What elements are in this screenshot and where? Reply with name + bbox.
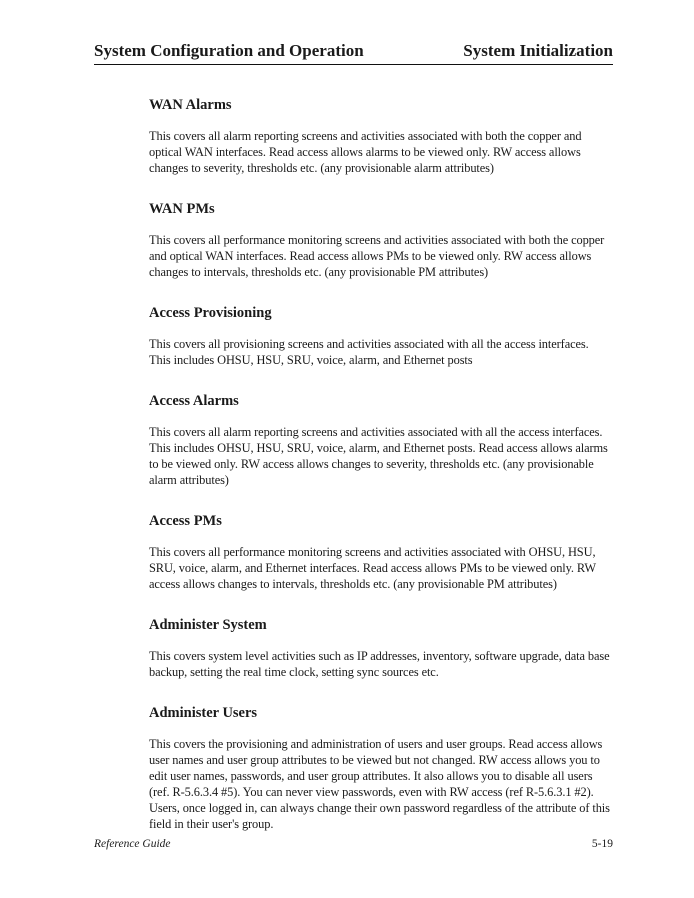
footer-document-title: Reference Guide [94,838,171,850]
section-heading: WAN Alarms [149,97,232,113]
section-administer-system [149,615,611,680]
section-heading: WAN PMs [149,201,215,217]
section-body: This covers system level activities such as IP addresses, inventory, software upgrade, data base backup, setting the real time clock, setting sync sources etc. [149,649,610,679]
section-heading: Access PMs [149,513,222,529]
section-body: This covers all alarm reporting screens and activities associated with all the access interfaces. This includes OHSU, HSU, SRU, voice, alarm, and Ethernet posts. Read access allows alarms to be viewed only. RW access allows changes to severity, thresholds etc. (any provisionable alarm attributes) [149,425,608,487]
section-body: This covers the provisioning and administration of users and user groups. Read access allows user names and user group attributes to be viewed but not changed. RW access allows you to edit user names, passwords, and user group attributes. It also allows you to disable all users (ref. R-5.6.3.4 #5). You can never view passwords, even with RW access (ref R-5.6.3.1 #2). Users, once logged in, can always change their own password regardless of the attribute of this field in their user's group. [149,737,610,831]
section-body: This covers all provisioning screens and activities associated with all the access interfaces. This includes OHSU, HSU, SRU, voice, alarm, and Ethernet posts [149,337,589,367]
header-chapter-title: System Configuration and Operation [94,41,364,60]
section-wan-pms [149,199,611,280]
section-wan-alarms [149,95,611,176]
section-access-pms [149,511,611,592]
section-access-alarms [149,391,611,488]
section-heading: Access Provisioning [149,305,272,321]
document-body [149,95,611,855]
page-footer [94,838,613,850]
section-heading: Administer System [149,617,267,633]
section-body: This covers all alarm reporting screens and activities associated with both the copper and optical WAN interfaces. Read access allows alarms to be viewed only. RW access allows changes to severity, thresholds etc. (any provisionable alarm attributes) [149,129,582,175]
section-administer-users [149,703,611,832]
section-access-provisioning [149,303,611,368]
section-body: This covers all performance monitoring screens and activities associated with OHSU, HSU, SRU, voice, alarm, and Ethernet interfaces. Read access allows PMs to be viewed only. RW access allows changes to intervals, thresholds etc. (any provisionable PM attributes) [149,545,596,591]
section-heading: Administer Users [149,705,258,721]
header-divider [94,64,613,65]
page-number: 5-19 [591,838,613,850]
header-section-title: System Initialization [463,41,613,60]
section-body: This covers all performance monitoring screens and activities associated with both the copper and optical WAN interfaces. Read access allows PMs to be viewed only. RW access allows changes to intervals, thresholds etc. (any provisionable PM attributes) [149,233,605,279]
section-heading: Access Alarms [149,393,239,409]
page-header [94,40,613,62]
